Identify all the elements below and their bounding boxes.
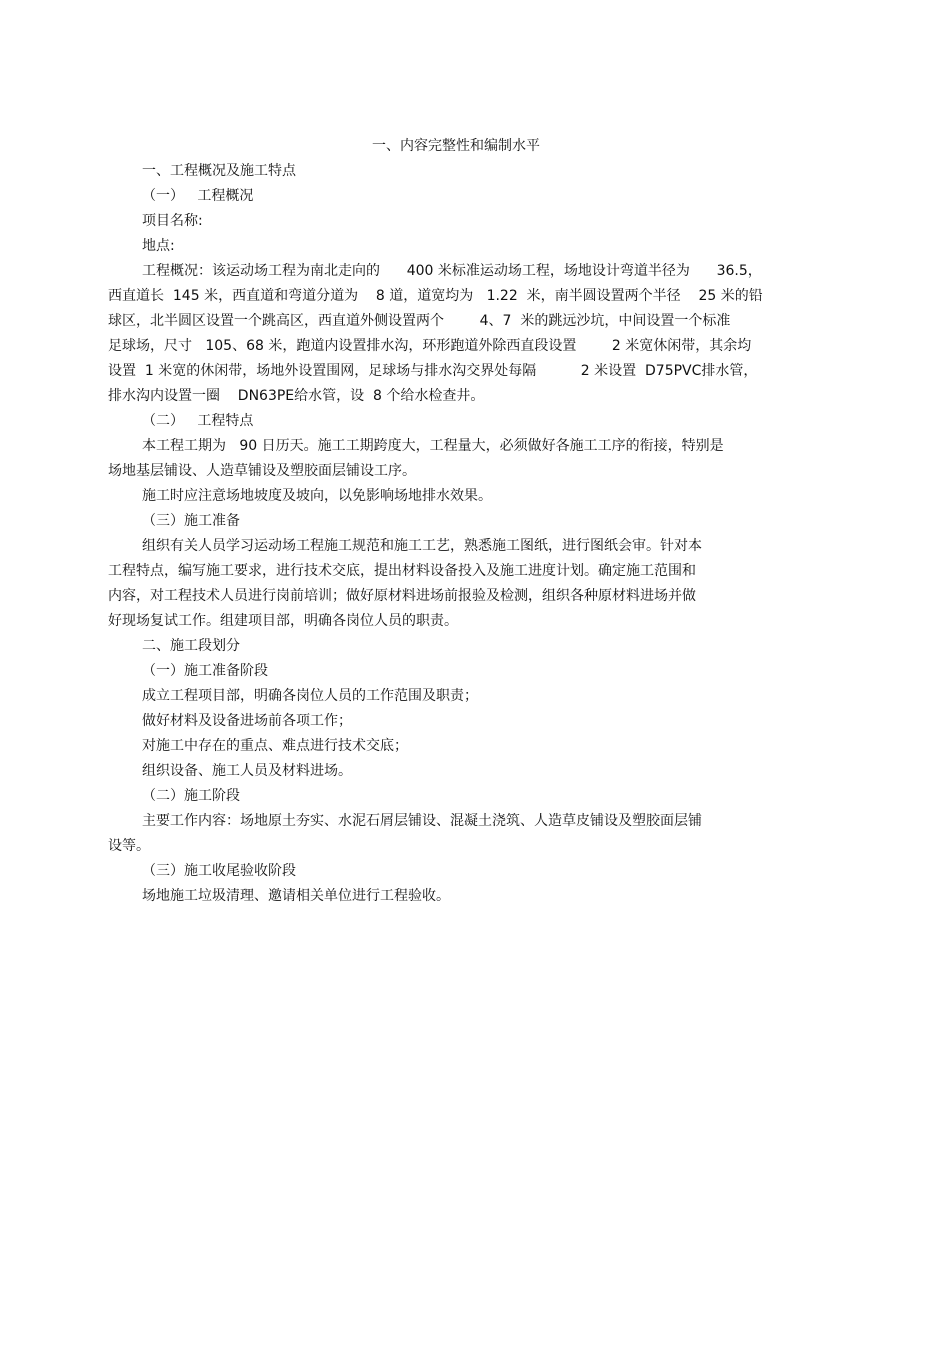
overview-paragraph-line: 西直道长 145 米，西直道和弯道分道为 8 道，道宽均为 1.22 米，南半圆设置两个半径 25 米的铅 [108,288,763,304]
stage-item: 成立工程项目部，明确各岗位人员的工作范围及职责； [142,688,478,704]
overview-paragraph-line: 排水沟内设置一圈 DN63PE给水管，设 8 个给水检查井。 [108,388,485,404]
subheading-construction-stage: （二）施工阶段 [142,788,240,804]
overview-paragraph-line: 足球场，尺寸 105、68 米，跑道内设置排水沟，环形跑道外除西直段设置 2 米宽休闲带，其余均 [108,338,752,354]
construction-stage-line: 设等。 [108,838,150,854]
stage-item: 做好材料及设备进场前各项工作； [142,713,352,729]
preparation-paragraph-line: 工程特点，编写施工要求，进行技术交底，提出材料设备投入及施工进度计划。确定施工范围和 [108,563,696,579]
subheading-project-features: （二） 工程特点 [142,413,254,429]
subheading-preparation-stage: （一）施工准备阶段 [142,663,268,679]
stage-item: 组织设备、施工人员及材料进场。 [142,763,352,779]
construction-stage-line: 主要工作内容：场地原土夯实、水泥石屑层铺设、混凝土浇筑、人造草皮铺设及塑胶面层铺 [142,813,702,829]
preparation-paragraph-line: 组织有关人员学习运动场工程施工规范和施工工艺，熟悉施工图纸，进行图纸会审。针对本 [142,538,702,554]
location-line: 地点: [142,238,175,254]
preparation-paragraph-line: 内容，对工程技术人员进行岗前培训；做好原材料进场前报验及检测，组织各种原材料进场并做 [108,588,696,604]
closing-stage-line: 场地施工垃圾清理、邀请相关单位进行工程验收。 [142,888,450,904]
section-heading-overview: 一、工程概况及施工特点 [142,163,296,179]
overview-paragraph-line: 设置 1 米宽的休闲带，场地外设置围网，足球场与排水沟交界处每隔 2 米设置 D75PVC排水管， [108,363,758,379]
project-name-line: 项目名称: [142,213,203,229]
subheading-closing-stage: （三）施工收尾验收阶段 [142,863,296,879]
features-paragraph-line: 本工程工期为 90 日历天。施工工期跨度大，工程量大，必须做好各施工工序的衔接，特别是 [142,438,724,454]
features-paragraph-line: 施工时应注意场地坡度及坡向，以免影响场地排水效果。 [142,488,492,504]
features-paragraph-line: 场地基层铺设、人造草铺设及塑胶面层铺设工序。 [108,463,416,479]
overview-paragraph-line: 工程概况：该运动场工程为南北走向的 400 米标准运动场工程，场地设计弯道半径为 36.5， [142,263,762,279]
subheading-construction-preparation: （三）施工准备 [142,513,240,529]
document-title: 一、内容完整性和编制水平 [372,138,540,154]
stage-item: 对施工中存在的重点、难点进行技术交底； [142,738,408,754]
subheading-project-overview: （一） 工程概况 [142,188,254,204]
preparation-paragraph-line: 好现场复试工作。组建项目部，明确各岗位人员的职责。 [108,613,458,629]
section-heading-stages: 二、施工段划分 [142,638,240,654]
overview-paragraph-line: 球区，北半圆区设置一个跳高区，西直道外侧设置两个 4、7 米的跳远沙坑，中间设置一个标准 [108,313,731,329]
